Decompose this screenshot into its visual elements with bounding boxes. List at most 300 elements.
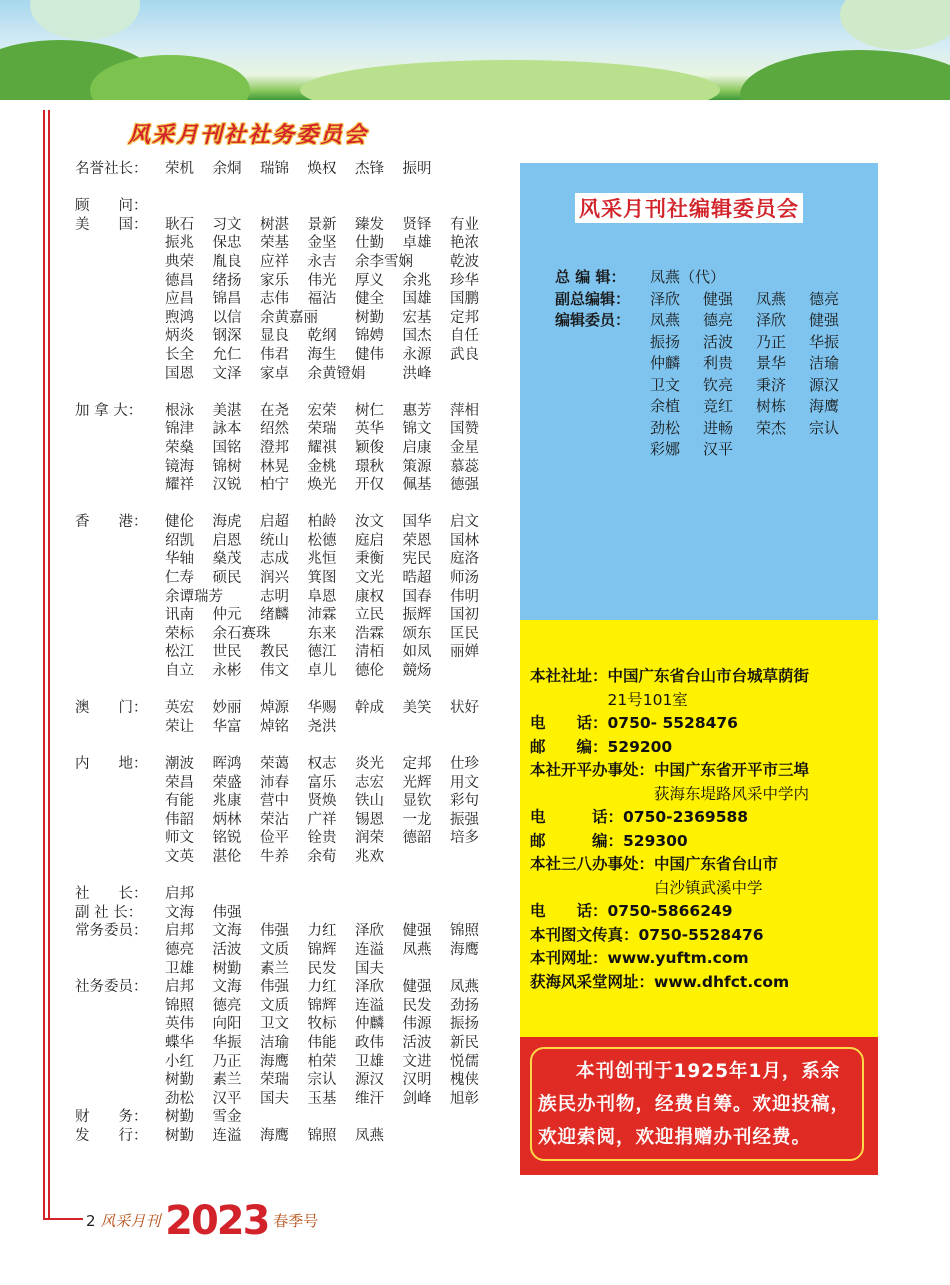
member-row-label: [75, 848, 165, 867]
member-name: 政伟: [355, 1034, 384, 1051]
member-name: 焕权: [307, 161, 337, 177]
member-name: 余黄镫娟: [307, 365, 366, 382]
notice-panel: [520, 1037, 878, 1175]
member-name: 培多: [450, 830, 479, 847]
member-name: 焯铭: [260, 718, 289, 735]
editor-name: 宗认: [809, 418, 840, 437]
member-name: 民发: [402, 997, 432, 1014]
member-name: 国夫: [260, 1090, 289, 1107]
member-row-label: [75, 476, 165, 495]
member-row: [75, 699, 485, 718]
member-name: 振辉: [402, 607, 432, 624]
member-name: 锦文: [402, 421, 432, 438]
member-name: 定邦: [450, 309, 479, 326]
member-name: 余李雪娴: [355, 253, 413, 270]
editorial-row-label: 总 编 辑：: [555, 268, 626, 286]
editor-name: 仲麟: [650, 354, 681, 372]
member-name: 树仁: [355, 402, 384, 419]
member-name: 在尧: [260, 402, 289, 419]
member-name: 荣标: [165, 625, 194, 642]
member-row-label: [75, 643, 165, 662]
member-name: 洁瑜: [260, 1034, 289, 1051]
member-name: 自立: [165, 663, 194, 680]
member-name: 兆恒: [307, 551, 337, 568]
member-name: 永彬: [212, 663, 242, 680]
member-name: 沛春: [260, 774, 289, 791]
section-gap: [75, 867, 485, 886]
member-name: 仕珍: [450, 756, 479, 772]
member-name: 开仅: [355, 477, 384, 494]
member-name: 长全: [165, 346, 194, 363]
member-name: 伟君: [260, 346, 289, 363]
member-name: 荣沾: [260, 811, 289, 828]
member-name: 競炀: [402, 663, 432, 680]
contact-panel: [520, 620, 878, 1037]
member-name: 璟秋: [355, 458, 384, 475]
editor-name: 竞红: [703, 397, 734, 415]
contact-line: 本社开平办事处：中国广东省开平市三埠: [530, 761, 810, 779]
member-row-label: [75, 662, 165, 681]
member-name: 国初: [450, 607, 479, 624]
member-name: 洪峰: [402, 365, 432, 382]
member-name: 沛霖: [307, 607, 337, 624]
member-name: 乃正: [212, 1053, 242, 1070]
member-row-label: [75, 1090, 165, 1109]
editorial-row-label: [555, 418, 650, 440]
member-name: 文进: [402, 1053, 432, 1070]
contact-line: 邮 编：529200: [530, 737, 673, 756]
member-name: 如凤: [402, 644, 432, 661]
member-name: 余兆: [402, 272, 432, 289]
member-row-label: [75, 272, 165, 291]
member-row: [75, 792, 485, 811]
member-name: 策源: [402, 458, 432, 475]
member-name: 光辉: [402, 774, 432, 791]
section-gap: [75, 736, 485, 755]
member-name: 健强: [402, 979, 432, 996]
member-row: [75, 1015, 485, 1034]
member-row: [75, 774, 485, 793]
member-row-label: [75, 829, 165, 848]
contact-line: 获海风采堂网址：www.dhfct.com: [530, 972, 790, 991]
member-row: [75, 458, 485, 477]
member-name: 劲扬: [450, 997, 479, 1014]
editor-name: 健强: [703, 289, 734, 308]
member-name: 兆康: [212, 793, 242, 810]
member-name: 燊茂: [212, 551, 242, 568]
member-name: 卓雄: [402, 235, 432, 252]
member-name: 维汗: [355, 1090, 384, 1107]
member-name: 文海: [165, 904, 194, 921]
member-name: 槐侠: [450, 1072, 479, 1089]
member-name: 晖鸿: [212, 756, 242, 772]
editorial-row-label: [555, 396, 650, 418]
member-row: [75, 272, 485, 291]
member-name: 国春: [402, 588, 432, 605]
member-name: 景新: [307, 216, 337, 233]
editor-name: 乃正: [756, 332, 787, 351]
member-name: 荣盛: [212, 774, 242, 791]
member-name: 启邦: [165, 886, 194, 903]
member-name: 荣燊: [165, 439, 194, 456]
editor-name: 景华: [756, 354, 787, 372]
member-name: 臻发: [355, 216, 384, 233]
member-name: 华振: [212, 1034, 242, 1051]
member-name: 荣昌: [165, 774, 194, 791]
member-name: 启邦: [165, 923, 194, 940]
member-row: [75, 513, 485, 532]
member-name: 振兆: [165, 235, 194, 252]
member-row: [75, 402, 485, 421]
member-name: 家乐: [260, 272, 289, 289]
member-name: 文质: [260, 941, 289, 958]
member-name: 锦辉: [307, 997, 337, 1014]
editor-name: 汉平: [703, 440, 734, 458]
member-row: [75, 606, 485, 625]
member-name: 应祥: [260, 253, 289, 270]
member-row-label: [75, 941, 165, 960]
editor-name: 德亮: [809, 289, 840, 308]
editor-name: 钦亮: [703, 375, 734, 394]
contact-line: 21号101室: [530, 690, 688, 709]
member-row-label: [75, 234, 165, 253]
member-name: 允仁: [212, 346, 242, 363]
member-name: 美笑: [402, 700, 432, 717]
contact-line: 本社社址：中国广东省台山市台城草荫街: [530, 667, 810, 685]
member-row: [75, 885, 485, 904]
member-row: [75, 848, 485, 867]
member-row: [75, 1108, 485, 1127]
member-name: 华轴: [165, 551, 194, 568]
member-name: 力红: [307, 979, 337, 996]
member-row: [75, 922, 485, 941]
contact-line: 本刊图文传真：0750-5528476: [530, 925, 764, 944]
leaf-decoration: [840, 0, 950, 50]
editorial-row: [555, 396, 862, 418]
member-name: 萍相: [450, 402, 479, 419]
member-name: 宪民: [402, 551, 432, 568]
member-name: 贤焕: [307, 793, 337, 810]
member-name: 伟文: [260, 663, 289, 680]
editorial-row: [555, 332, 862, 354]
member-name: 凤燕: [450, 979, 479, 996]
member-row: [75, 960, 485, 979]
member-row: [75, 588, 485, 607]
member-name: 连溢: [355, 941, 384, 958]
member-name: 妙丽: [212, 700, 242, 717]
member-row: [75, 346, 485, 365]
editorial-row-label: [555, 353, 650, 375]
member-name: 树湛: [260, 216, 289, 233]
member-name: 旭彰: [450, 1090, 479, 1107]
member-row-label: 常务委员：: [75, 923, 148, 940]
member-row: [75, 978, 485, 997]
member-name: 应昌: [165, 291, 194, 308]
member-row: [75, 625, 485, 644]
member-row-label: [75, 774, 165, 793]
member-name: 雪金: [212, 1109, 242, 1126]
member-row-label: 财 务：: [75, 1109, 148, 1126]
member-row-label: [75, 1053, 165, 1072]
member-row: [75, 309, 485, 328]
member-name: 振明: [402, 161, 432, 177]
committee-title: 风采月刊社社务委员会: [128, 123, 369, 148]
member-name: 健伟: [355, 346, 384, 363]
member-name: 汉明: [402, 1072, 432, 1089]
member-name: 铭锐: [212, 830, 242, 847]
member-name: 炳炎: [165, 328, 194, 345]
member-name: 庭洛: [450, 551, 479, 568]
member-row-label: [75, 588, 165, 607]
member-name: 阜恩: [307, 588, 337, 605]
member-name: 文英: [165, 848, 194, 865]
member-row: [75, 755, 485, 774]
member-row-label: [75, 606, 165, 625]
footer-line: [43, 1218, 83, 1220]
member-name: 锡恩: [355, 811, 384, 828]
member-name: 素兰: [212, 1072, 242, 1089]
editor-name: 利贵: [703, 354, 734, 372]
editorial-row-label: 副总编辑：: [555, 289, 631, 308]
member-name: 俭平: [260, 830, 289, 847]
member-name: 卓儿: [307, 663, 337, 680]
member-name: 汉平: [212, 1090, 242, 1107]
member-name: 文泽: [212, 365, 242, 382]
member-row: [75, 439, 485, 458]
section-gap: [75, 681, 485, 700]
member-name: 典荣: [165, 253, 194, 270]
member-name: 余谭瑞芳: [165, 588, 223, 605]
member-name: 彩句: [450, 793, 479, 810]
member-name: 剑峰: [402, 1090, 432, 1107]
member-name: 绍然: [260, 421, 289, 438]
contact-line: 白沙镇武溪中学: [530, 878, 763, 897]
member-name: 贤铎: [402, 216, 432, 233]
editorial-board-title: 风采月刊社编辑委员会: [575, 193, 803, 223]
member-name: 源汉: [355, 1072, 384, 1089]
member-name: 荣机: [165, 161, 194, 177]
member-name: 汉锐: [212, 477, 242, 494]
member-name: 伟强: [212, 904, 242, 921]
member-name: 永吉: [307, 253, 337, 270]
editorial-board-panel: [520, 163, 878, 620]
member-name: 志宏: [355, 774, 384, 791]
member-name: 国华: [402, 514, 432, 531]
member-name: 蝶华: [165, 1034, 194, 1051]
member-name: 保忠: [212, 235, 242, 252]
member-name: 宏基: [402, 309, 432, 326]
member-name: 以信: [212, 309, 242, 326]
member-name: 铁山: [355, 793, 384, 810]
member-name: 荣蔼: [260, 756, 289, 772]
member-row: [75, 234, 485, 253]
editor-name: 秉济: [756, 375, 787, 394]
member-name: 锦昌: [212, 291, 242, 308]
member-name: 牧标: [307, 1016, 337, 1033]
member-name: 海鹰: [260, 1127, 289, 1144]
member-name: 柏荣: [307, 1053, 337, 1070]
member-name: 尧洪: [307, 718, 337, 735]
member-name: 泽欣: [355, 923, 384, 940]
member-name: 国鹏: [450, 291, 479, 308]
member-row: [75, 569, 485, 588]
member-name: 耀祺: [307, 439, 337, 456]
member-name: 连溢: [355, 997, 384, 1014]
member-row: [75, 197, 485, 216]
member-row: [75, 550, 485, 569]
member-name: 牛养: [260, 848, 289, 865]
section-gap: [75, 383, 485, 402]
member-name: 健强: [402, 923, 432, 940]
member-row: [75, 1127, 485, 1146]
editorial-board-list: [555, 267, 862, 461]
member-name: 汝文: [355, 514, 384, 531]
member-name: 柏宁: [260, 477, 289, 494]
member-name: 清栢: [355, 644, 384, 661]
editor-name: 彩娜: [650, 440, 681, 458]
member-name: 詠本: [212, 421, 242, 438]
editor-name: 德亮: [703, 311, 734, 329]
member-row-label: [75, 718, 165, 737]
member-name: 华富: [212, 718, 242, 735]
member-name: 民发: [307, 960, 337, 977]
member-name: 湛伦: [212, 848, 242, 865]
member-name: 劲松: [165, 1090, 194, 1107]
member-name: 显钦: [402, 793, 432, 810]
editor-name: 劲松: [650, 418, 681, 437]
member-name: 小红: [165, 1053, 194, 1070]
member-name: 艳浓: [450, 235, 479, 252]
contact-line: 本刊网址：www.yuftm.com: [530, 949, 749, 967]
member-row: [75, 160, 485, 179]
member-row-label: [75, 625, 165, 644]
member-row-label: [75, 997, 165, 1016]
member-row-label: 社 长：: [75, 886, 148, 903]
member-name: 余荀: [307, 848, 337, 865]
contact-line: 邮 编：529300: [530, 831, 688, 850]
editorial-row-label: 编辑委员：: [555, 311, 631, 329]
member-name: 丽婵: [450, 644, 479, 661]
page-footer: [86, 1198, 318, 1244]
member-name: 国赞: [450, 421, 479, 438]
member-row-label: [75, 550, 165, 569]
member-name: 镜海: [165, 458, 194, 475]
member-name: 康权: [355, 588, 384, 605]
editor-name: 华振: [809, 332, 840, 351]
left-margin-line: [48, 110, 50, 1220]
footer-season: 春季号: [273, 1212, 319, 1230]
member-name: 伟光: [307, 272, 337, 289]
member-row-label: 内 地：: [75, 756, 148, 772]
member-name: 英宏: [165, 700, 194, 717]
member-row-label: 发 行：: [75, 1127, 148, 1144]
member-name: 启邦: [165, 979, 194, 996]
contact-line: 电 话：0750- 5528476: [530, 714, 738, 732]
member-name: 广祥: [307, 811, 337, 828]
editor-name: 进畅: [703, 418, 734, 437]
member-name: 凤燕: [402, 941, 432, 958]
committee-member-list: [75, 160, 485, 1145]
member-name: 匡民: [450, 625, 479, 642]
editor-name: 树栋: [756, 397, 787, 415]
member-row-label: 美 国：: [75, 216, 148, 233]
member-name: 启康: [402, 439, 432, 456]
member-name: 国雄: [402, 291, 432, 308]
editorial-row: [555, 375, 862, 397]
member-name: 玉基: [307, 1090, 337, 1107]
member-name: 锦津: [165, 421, 194, 438]
member-name: 绪扬: [212, 272, 242, 289]
section-gap: [75, 179, 485, 198]
member-name: 卫雄: [165, 960, 194, 977]
editorial-row-label: [555, 439, 650, 461]
editor-name: 凤燕（代）: [650, 268, 726, 286]
member-name: 文质: [260, 997, 289, 1014]
member-row: [75, 662, 485, 681]
member-name: 仲元: [212, 607, 242, 624]
footer-brand: 风采月刊: [100, 1212, 161, 1230]
member-name: 华赐: [307, 700, 337, 717]
member-name: 锦辉: [307, 941, 337, 958]
footer-year: 2023: [165, 1198, 269, 1244]
editor-name: 海鹰: [809, 397, 840, 415]
member-row-label: [75, 1015, 165, 1034]
member-name: 幹成: [355, 700, 384, 717]
member-name: 泽欣: [355, 979, 384, 996]
member-name: 惠芳: [402, 402, 432, 419]
member-row-label: [75, 439, 165, 458]
member-name: 自任: [450, 328, 479, 345]
member-name: 德昌: [165, 272, 194, 289]
member-name: 启超: [260, 514, 289, 531]
notice-text: 本刊创刊于1925年1月，系余族民办刊物，经费自筹。欢迎投稿，欢迎索阅，欢迎捐赠办刊经费。: [530, 1047, 864, 1161]
member-row: [75, 216, 485, 235]
editorial-row-label: [555, 375, 650, 397]
member-name: 活波: [402, 1034, 432, 1051]
member-name: 树勤: [212, 960, 242, 977]
member-row: [75, 1034, 485, 1053]
member-name: 绍凯: [165, 532, 194, 549]
member-name: 硕民: [212, 570, 242, 587]
member-name: 仕勤: [355, 235, 384, 252]
member-row-label: 香 港：: [75, 514, 148, 531]
member-name: 文海: [212, 979, 242, 996]
member-name: 仁寿: [165, 570, 194, 587]
member-name: 伟强: [260, 979, 289, 996]
member-name: 润荣: [355, 830, 384, 847]
contact-line: 电 话：0750-2369588: [530, 808, 749, 826]
member-name: 国杰: [402, 328, 432, 345]
member-name: 英伟: [165, 1016, 194, 1033]
member-name: 锦娉: [355, 328, 384, 345]
member-name: 根泳: [165, 402, 194, 419]
member-name: 习文: [212, 216, 242, 233]
member-row: [75, 1090, 485, 1109]
member-name: 卫雄: [355, 1053, 384, 1070]
member-name: 文光: [355, 570, 384, 587]
member-name: 焕光: [307, 477, 337, 494]
member-name: 慕蕊: [450, 458, 479, 475]
member-row: [75, 1071, 485, 1090]
member-row: [75, 420, 485, 439]
member-name: 树勤: [165, 1072, 194, 1089]
member-name: 铨贵: [307, 830, 337, 847]
header-banner: [0, 0, 950, 100]
member-name: 潮波: [165, 756, 194, 772]
member-name: 煦鸿: [165, 309, 194, 326]
member-name: 耀祥: [165, 477, 194, 494]
member-name: 权志: [307, 756, 337, 772]
